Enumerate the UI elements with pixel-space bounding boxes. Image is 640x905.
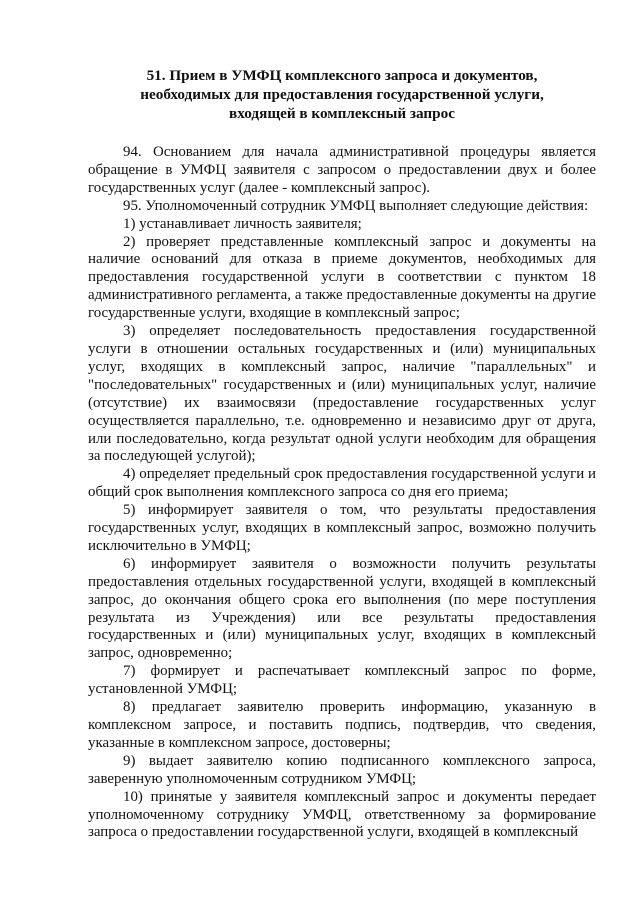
list-item-8: 8) предлагает заявителю проверить информацию, указанную в комплексном запросе, и поставить подпись, подтвердив, что сведения, указанные в комплексном запросе, достоверны;	[88, 699, 596, 751]
paragraph-94: 94. Основанием для начала административной процедуры является обращение в УМФЦ заявителя с запросом о предоставлении двух и более государственных услуг (далее - комплексный запрос).	[88, 144, 596, 196]
list-item-4: 4) определяет предельный срок предоставления государственной услуги и общий срок выполнения комплексного запроса со дня его приема;	[88, 466, 596, 501]
document-page	[88, 66, 596, 842]
list-item-7: 7) формирует и распечатывает комплексный запрос по форме, установленной УМФЦ;	[88, 663, 596, 698]
section-heading-line-3: входящей в комплексный запрос	[229, 105, 455, 122]
list-item-1: 1) устанавливает личность заявителя;	[123, 215, 362, 232]
section-heading-line-2: необходимых для предоставления государственной услуги,	[140, 86, 544, 103]
list-item-3: 3) определяет последовательность предоставления государственной услуги в отношении остальных государственных и (или) муниципальных услуг, входящих в комплексный запрос, наличие "параллельных" и "последовательных" государственных и (или) муниципальных услуг, наличие (отсутствие) их взаимосвязи (предоставление государственных услуг осуществляется параллельно, т.е. одновременно и независимо друг от друга, или последовательно, когда результат одной услуги необходим для обращения за последующей услугой);	[88, 323, 596, 465]
list-item-9: 9) выдает заявителю копию подписанного комплексного запроса, заверенную уполномоченным сотрудником УМФЦ;	[88, 752, 596, 787]
section-heading	[88, 66, 596, 123]
list-item-5: 5) информирует заявителя о том, что результаты предоставления государственных услуг, входящих в комплексный запрос, возможно получить исключительно в УМФЦ;	[88, 502, 596, 554]
paragraph-95: 95. Уполномоченный сотрудник УМФЦ выполняет следующие действия:	[123, 197, 589, 214]
list-item-2: 2) проверяет представленные комплексный запрос и документы на наличие оснований для отказа в приеме документов, необходимых для предоставления государственной услуги в соответствии с пунктом 18 административного регламента, а также предоставленные документы на другие государственные услуги, входящие в комплексный запрос;	[88, 233, 596, 322]
list-item-10: 10) принятые у заявителя комплексный запрос и документы передает уполномоченному сотруднику УМФЦ, ответственному за формирование запроса о предоставлении государственной услуги, входящей в комплексный	[88, 788, 596, 841]
section-heading-line-1: 51. Прием в УМФЦ комплексного запроса и документов,	[146, 67, 538, 84]
list-item-6: 6) информирует заявителя о возможности получить результаты предоставления отдельных государственной услуги, входящей в комплексный запрос, до окончания общего срока его выполнения (по мере поступления результата из Учреждения) или все результаты предоставления государственных и (или) муниципальных услуг, входящих в комплексный запрос, одновременно;	[88, 555, 596, 662]
